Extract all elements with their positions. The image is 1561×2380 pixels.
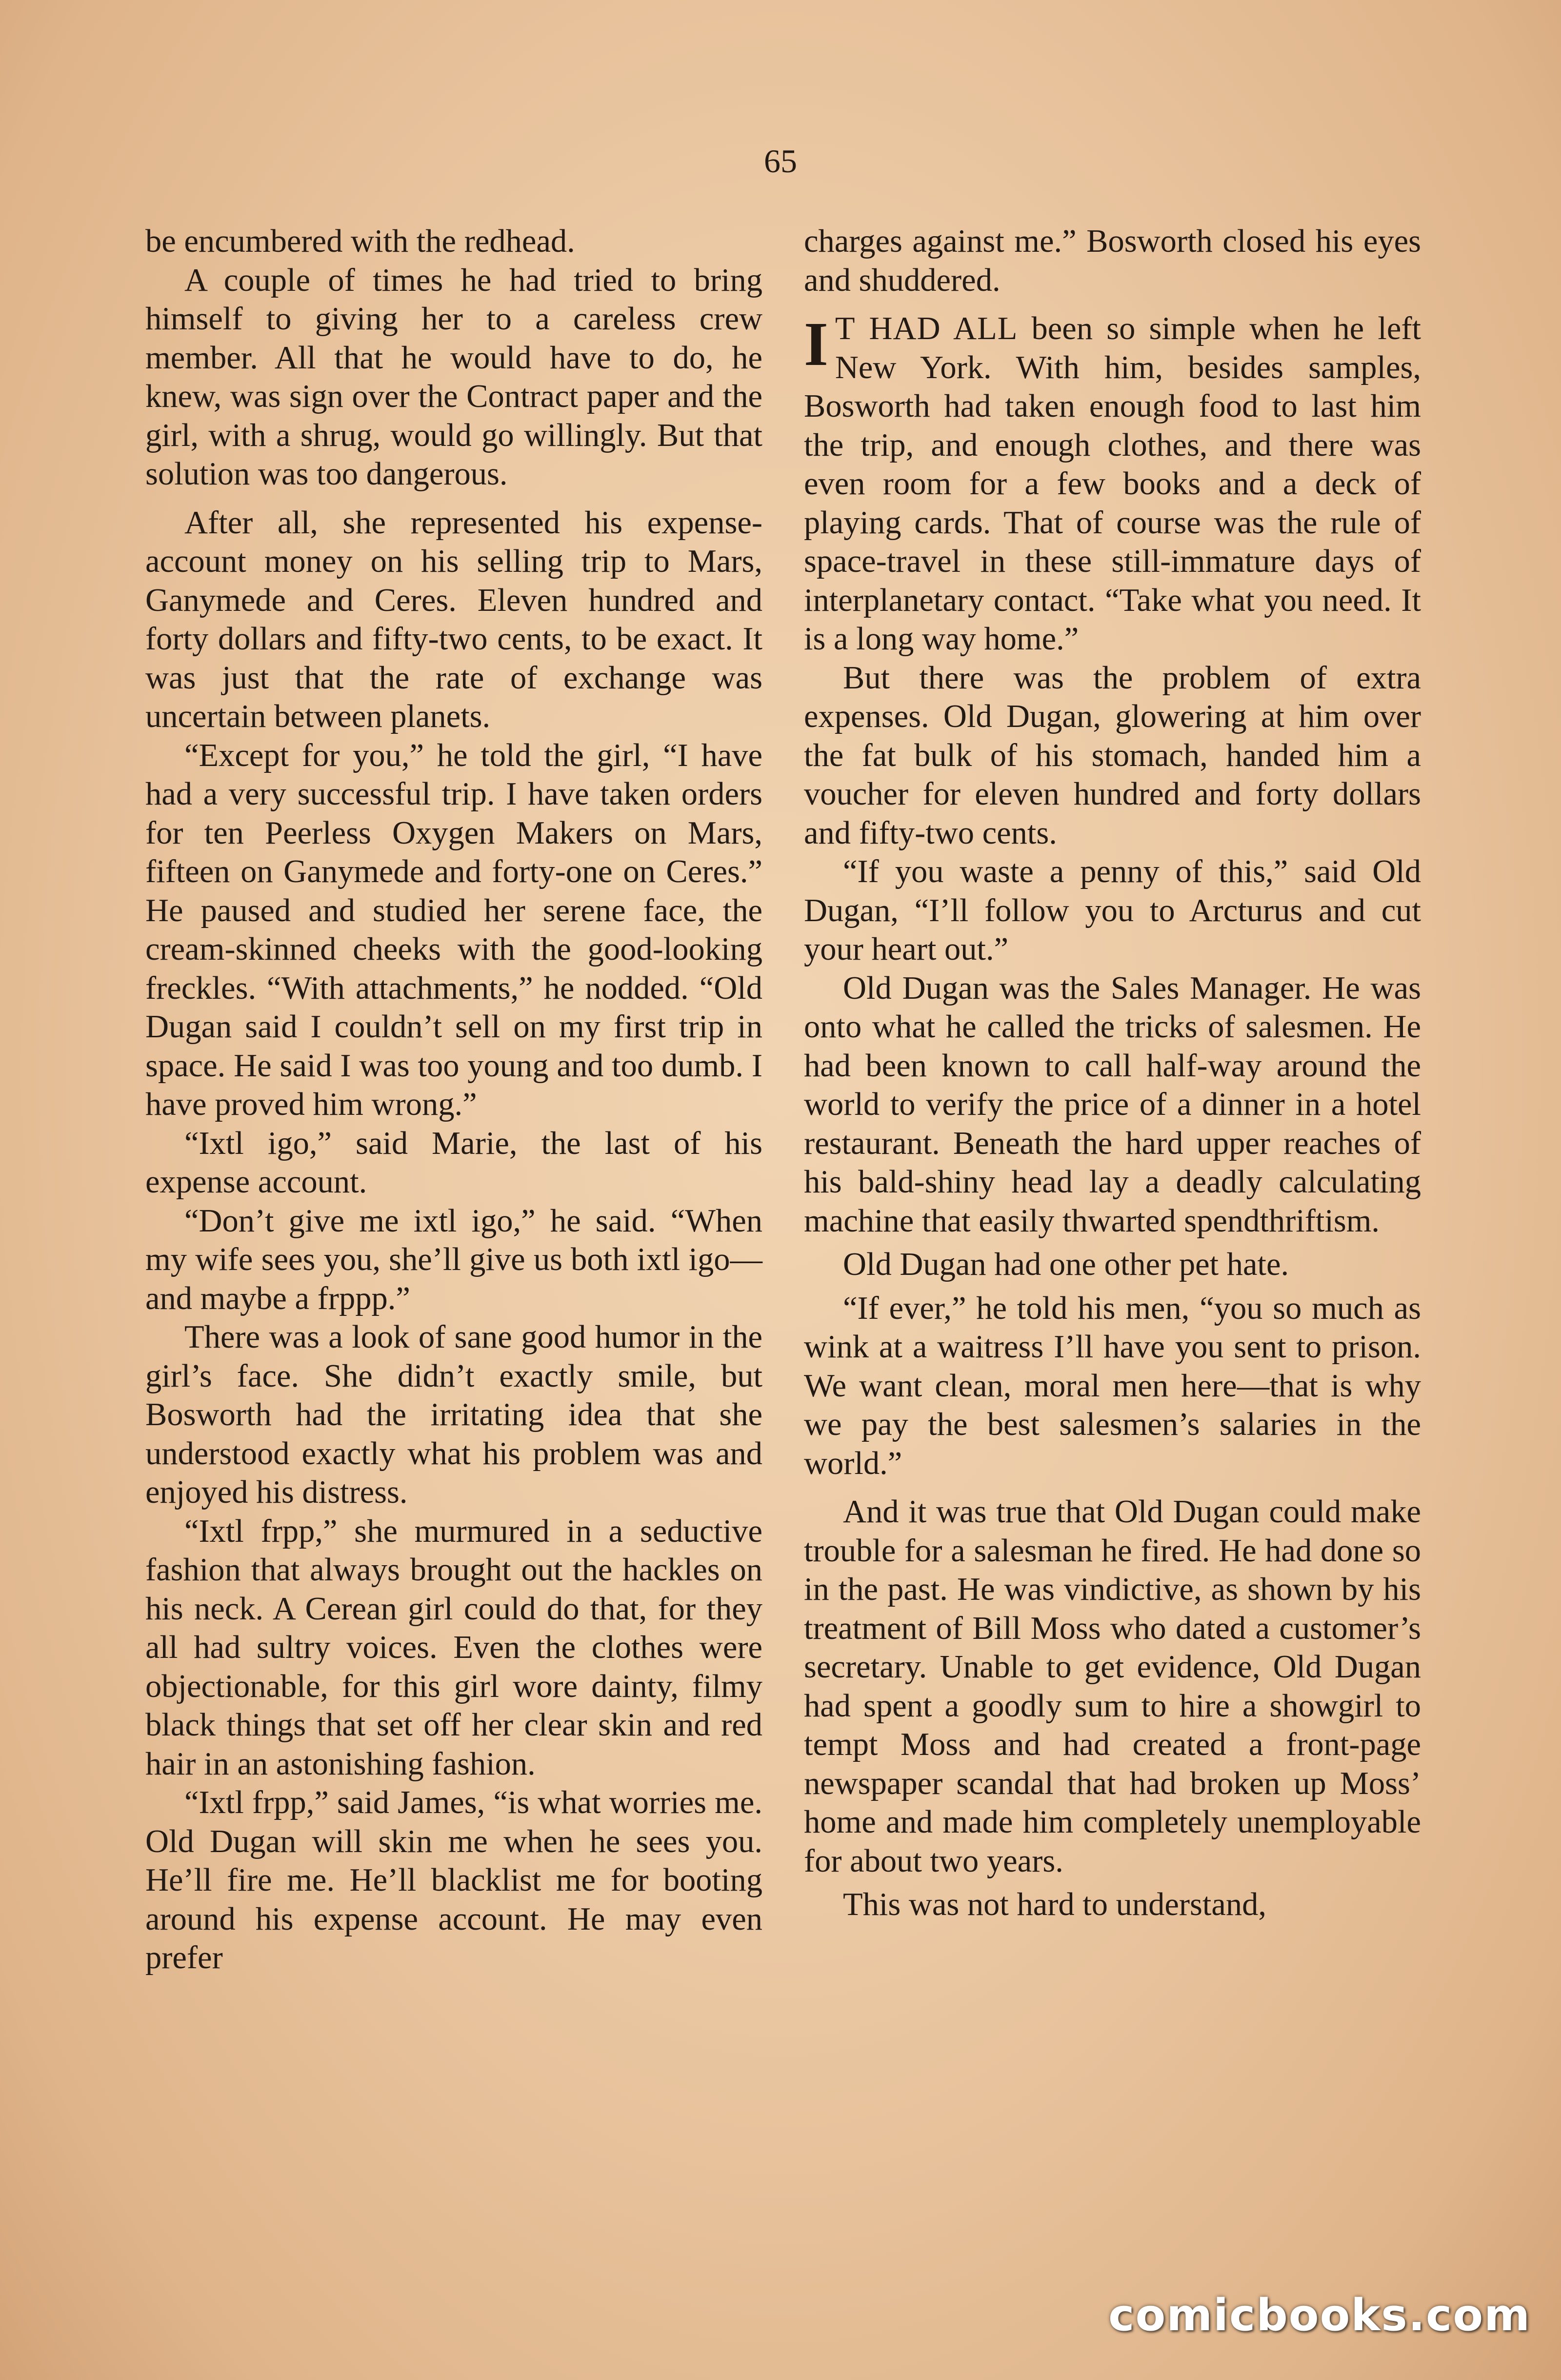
right-column (804, 222, 1421, 1924)
paragraph: “Ixtl frpp,” said James, “is what worries me. Old Dugan will skin me when he sees you. He’ll fire me. He’ll blacklist me for booting around his expense account. He may even prefer (145, 1785, 762, 1976)
watermark: comicbooks.com (1108, 2290, 1531, 2341)
section-lead-in: T HAD ALL (835, 311, 1018, 346)
section-start-paragraph (804, 309, 1421, 659)
section-text: been so simple when he left New York. With him, besides samples, Bosworth had taken enough food to last him the trip, and enough clothes, and there was even room for a few books and a deck of playing cards. That of course was the rule of space-travel in these still-immature days of interplanetary contact. “Take what you need. It is a long way home.” (804, 311, 1421, 657)
paragraph: After all, she represented his expense-account money on his selling trip to Mars, Ganymede and Ceres. Eleven hundred and forty dollars and fifty-two cents, to be exact. It was just that the rate of exchange was uncertain between planets. (145, 504, 762, 734)
paragraph: And it was true that Old Dugan could make trouble for a salesman he fired. He had done so in the past. He was vindictive, as shown by his treatment of Bill Moss who dated a customer’s secretary. Unable to get evidence, Old Dugan had spent a goodly sum to hire a showgirl to tempt Moss and had created a front-page newspaper scandal that had broken up Moss’ home and made him completely unemployable for about two years. (804, 1494, 1421, 1879)
paragraph: “If ever,” he told his men, “you so much as wink at a waitress I’ll have you sent to prison. We want clean, moral men here—that is why we pay the best salesmen’s salaries in the world.” (804, 1290, 1421, 1481)
drop-cap: I (804, 309, 828, 379)
left-column (145, 222, 762, 1977)
paragraph: charges against me.” Bosworth closed his eyes and shuddered. (804, 223, 1421, 298)
paragraph: “Except for you,” he told the girl, “I have had a very successful trip. I have taken orders for ten Peerless Oxygen Makers on Mars, fifteen on Ganymede and forty-one on Ceres.” He paused and studied her serene face, the cream-skinned cheeks with the good-looking freckles. “With attachments,” he nodded. “Old Dugan said I couldn’t sell on my first trip in space. He said I was too young and too dumb. I have proved him wrong.” (145, 737, 762, 1122)
paragraph: A couple of times he had tried to bring himself to giving her to a careless crew member. All that he would have to do, he knew, was sign over the Contract paper and the girl, with a shrug, would go willingly. But that solution was too dangerous. (145, 262, 762, 492)
paragraph: Old Dugan had one other pet hate. (843, 1247, 1289, 1282)
page-number: 65 (764, 142, 797, 180)
paragraph: This was not hard to understand, (843, 1887, 1267, 1922)
paragraph: Old Dugan was the Sales Manager. He was onto what he called the tricks of salesmen. He had been known to call half-way around the world to verify the price of a dinner in a hotel restaurant. Beneath the hard upper reaches of his bald-shiny head lay a deadly calculating machine that easily thwarted spendthriftism. (804, 970, 1421, 1239)
paragraph: There was a look of sane good humor in the girl’s face. She didn’t exactly smile, but Bosworth had the irritating idea that she understood exactly what his problem was and enjoyed his distress. (145, 1319, 762, 1510)
paragraph: “If you waste a penny of this,” said Old Dugan, “I’ll follow you to Arcturus and cut your heart out.” (804, 854, 1421, 967)
paragraph: “Ixtl igo,” said Marie, the last of his expense account. (145, 1125, 762, 1200)
paragraph: “Don’t give me ixtl igo,” he said. “When my wife sees you, she’ll give us both ixtl igo—and maybe a frppp.” (145, 1203, 762, 1316)
paragraph: But there was the problem of extra expenses. Old Dugan, glowering at him over the fat bulk of his stomach, handed him a voucher for eleven hundred and forty dollars and fifty-two cents. (804, 660, 1421, 851)
paragraph: “Ixtl frpp,” she murmured in a seductive fashion that always brought out the hackles on his neck. A Cerean girl could do that, for they all had sultry voices. Even the clothes were objectionable, for this girl wore dainty, filmy black things that set off her clear skin and red hair in an astonishing fashion. (145, 1513, 762, 1782)
paragraph: be encumbered with the redhead. (145, 223, 575, 259)
